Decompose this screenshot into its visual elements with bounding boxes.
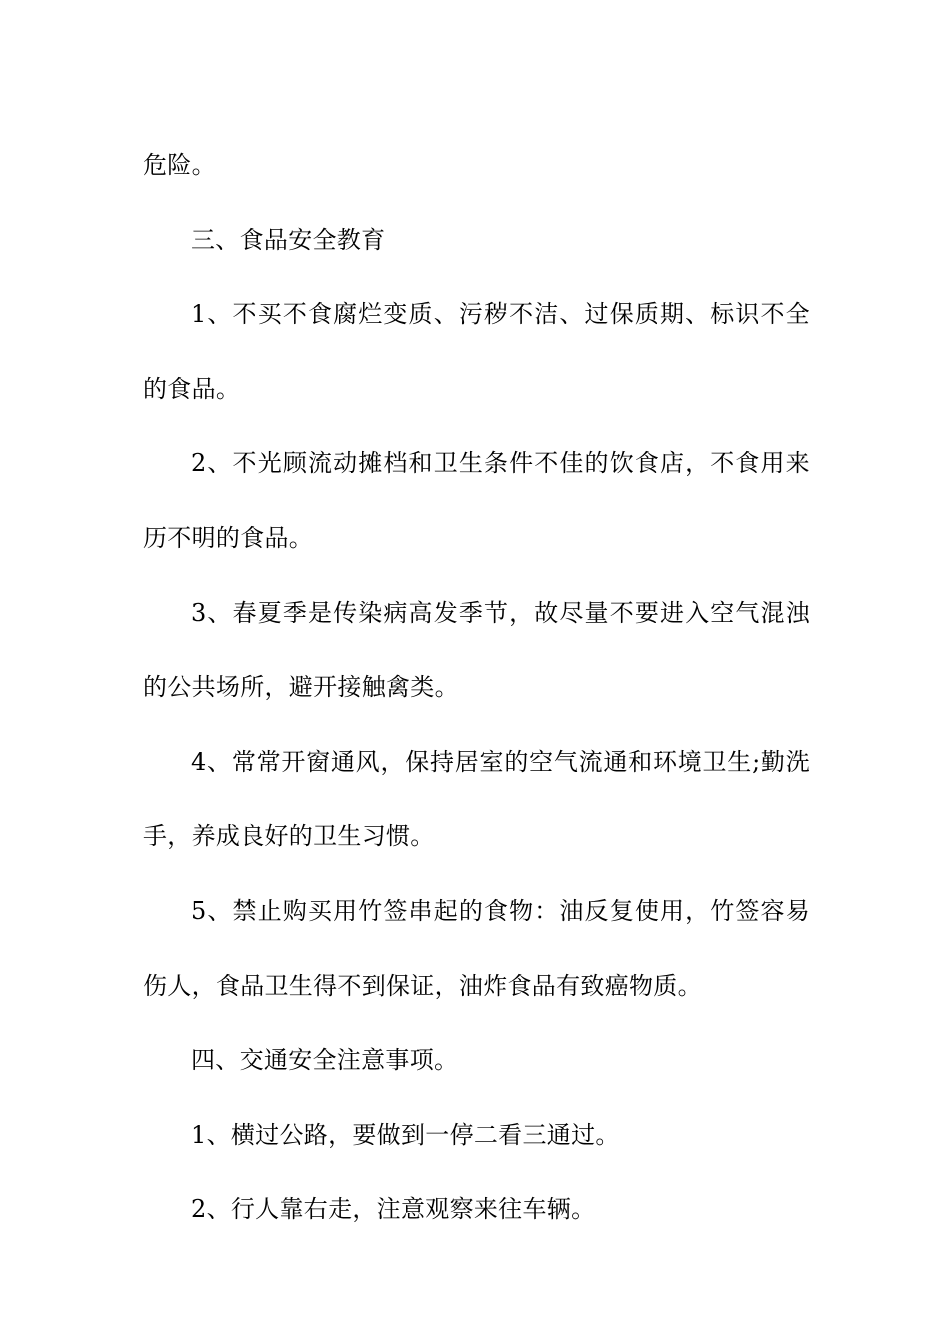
list-item: 2、不光顾流动摊档和卫生条件不佳的饮食店，不食用来历不明的食品。 xyxy=(143,449,810,552)
list-item: 2、行人靠右走，注意观察来往车辆。 xyxy=(191,1195,596,1224)
document-body xyxy=(143,128,810,1247)
list-item: 1、横过公路，要做到一停二看三通过。 xyxy=(191,1120,620,1149)
section-heading-traffic-safety: 四、交通安全注意事项。 xyxy=(191,1046,459,1075)
list-item: 5、禁止购买用竹签串起的食物：油反复使用，竹签容易伤人，食品卫生得不到保证，油炸食品有致癌物质。 xyxy=(143,896,810,1000)
section-heading-food-safety: 三、食品安全教育 xyxy=(191,225,386,254)
list-item: 4、常常开窗通风，保持居室的空气流通和环境卫生;勤洗手，养成良好的卫生习惯。 xyxy=(143,747,810,851)
paragraph-continuation: 危险。 xyxy=(143,151,216,179)
list-item: 1、不买不食腐烂变质、污秽不洁、过保质期、标识不全的食品。 xyxy=(143,300,810,403)
list-item: 3、春夏季是传染病高发季节，故尽量不要进入空气混浊的公共场所，避开接触禽类。 xyxy=(143,598,810,702)
